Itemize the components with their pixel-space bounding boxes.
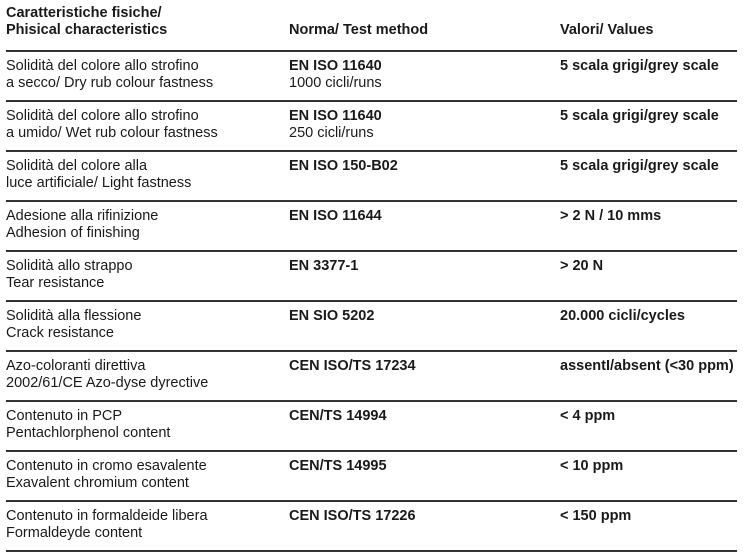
characteristic-cell [6,308,286,342]
value-cell: 5 scala grigi/grey scale [560,58,719,74]
characteristic-line2: Exavalent chromium content [6,475,189,491]
characteristic-line2: Pentachlorphenol content [6,425,171,441]
header-characteristics-line1: Caratteristiche fisiche/ [6,5,162,21]
characteristic-line1: Solidità del colore allo strofino [6,108,199,124]
table-row [6,452,737,502]
header-values: Valori/ Values [560,22,654,38]
standard: EN 3377-1 [289,258,359,274]
value-cell: > 20 N [560,258,604,274]
standard: CEN ISO/TS 17226 [289,508,416,524]
characteristic-line1: Contenuto in cromo esavalente [6,458,207,474]
table-body [6,52,737,552]
characteristic-cell [6,58,286,92]
characteristic-cell [6,458,286,492]
characteristic-line2: Crack resistance [6,325,114,341]
characteristic-cell [6,158,286,192]
characteristic-line2: a umido/ Wet rub colour fastness [6,125,218,141]
table-row [6,402,737,452]
header-characteristics [6,5,167,39]
characteristic-line1: Solidità allo strappo [6,258,133,274]
characteristic-line1: Adesione alla rifinizione [6,208,159,224]
standard: EN SIO 5202 [289,308,375,324]
characteristic-line1: Contenuto in PCP [6,408,123,424]
standard: EN ISO 11640 [289,108,382,124]
characteristic-cell [6,508,286,542]
characteristic-line1: Solidità del colore allo strofino [6,58,199,74]
value-cell: < 10 ppm [560,458,624,474]
method-cell [289,158,554,175]
value-cell: < 4 ppm [560,408,616,424]
standard: EN ISO 11640 [289,58,382,74]
characteristic-line2: luce artificiale/ Light fastness [6,175,192,191]
method-cell [289,208,554,225]
standard: EN ISO 11644 [289,208,382,224]
method-cell [289,508,554,525]
method-cell [289,458,554,475]
value-cell: 5 scala grigi/grey scale [560,158,719,174]
characteristic-cell [6,358,286,392]
characteristic-line2: Adhesion of finishing [6,225,140,241]
table-row [6,302,737,352]
table-header [6,0,737,52]
characteristic-line2: a secco/ Dry rub colour fastness [6,75,214,91]
characteristic-line1: Azo-coloranti direttiva [6,358,146,374]
standard: EN ISO 150-B02 [289,158,398,174]
characteristic-line2: Tear resistance [6,275,105,291]
characteristic-cell [6,208,286,242]
method-cell [289,408,554,425]
characteristic-line2: 2002/61/CE Azo-dyse dyrective [6,375,209,391]
method-cell [289,258,554,275]
characteristic-cell [6,258,286,292]
table-row [6,252,737,302]
table-row [6,152,737,202]
method-cell [289,308,554,325]
characteristic-line2: Formaldeyde content [6,525,143,541]
table-row [6,52,737,102]
standard-note: 1000 cicli/runs [289,75,382,91]
characteristic-line1: Solidità alla flessione [6,308,142,324]
characteristics-table [6,0,737,552]
value-cell: < 150 ppm [560,508,632,524]
header-characteristics-line2: Phisical characteristics [6,22,168,38]
value-cell: 5 scala grigi/grey scale [560,108,719,124]
method-cell [289,358,554,375]
table-row [6,502,737,552]
characteristic-line1: Contenuto in formaldeide libera [6,508,208,524]
value-cell: 20.000 cicli/cycles [560,308,685,324]
standard-note: 250 cicli/runs [289,125,374,141]
table-row [6,352,737,402]
characteristic-cell [6,108,286,142]
method-cell [289,108,554,142]
value-cell: > 2 N / 10 mms [560,208,662,224]
standard: CEN/TS 14994 [289,408,387,424]
table-row [6,102,737,152]
header-method: Norma/ Test method [289,22,429,38]
characteristic-cell [6,408,286,442]
value-cell: assentI/absent (<30 ppm) [560,358,734,374]
method-cell [289,58,554,92]
characteristic-line1: Solidità del colore alla [6,158,148,174]
standard: CEN/TS 14995 [289,458,387,474]
table-row [6,202,737,252]
standard: CEN ISO/TS 17234 [289,358,416,374]
